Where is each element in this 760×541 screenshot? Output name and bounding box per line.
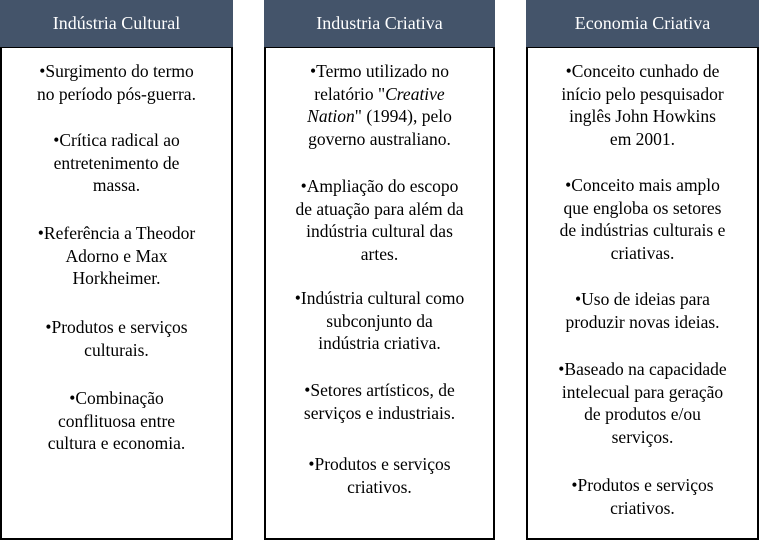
list-item: •Baseado na capacidade intelecual para geração de produtos e/ou serviços. (558, 359, 727, 447)
list-item: •Produtos e serviços criativos. (308, 454, 451, 497)
list-item: •Produtos e serviços culturais. (45, 317, 188, 360)
italic-line: relatório "Creative (314, 83, 445, 104)
column-header: Industria Criativa (264, 0, 495, 47)
column-industria-criativa (264, 0, 495, 540)
italic-line: Nation" (1994), pelo (307, 106, 452, 126)
column-economia-criativa (526, 0, 759, 540)
column-body (264, 47, 495, 540)
list-item: •Setores artísticos, de serviços e industriais. (303, 380, 456, 423)
column-header: Indústria Cultural (0, 0, 233, 47)
column-body (0, 47, 233, 540)
column-header: Economia Criativa (526, 0, 759, 47)
list-item: •Crítica radical ao entretenimento de massa. (53, 130, 180, 195)
list-item: •Produtos e serviços criativos. (571, 475, 714, 518)
list-item: •Referência a Theodor Adorno e Max Horkheimer. (37, 223, 196, 288)
list-item: •Surgimento do termo no período pós-guerra. (37, 61, 196, 104)
column-body (526, 47, 759, 540)
list-item: •Conceito cunhado de início pelo pesquisador inglês John Howkins em 2001. (561, 61, 724, 149)
list-item: •Uso de ideias para produzir novas ideias. (565, 289, 720, 332)
list-item: •Conceito mais amplo que engloba os setores de indústrias culturais e criativas. (559, 175, 726, 263)
column-industria-cultural (0, 0, 233, 540)
list-item: •Combinação conflituosa entre cultura e economia. (47, 388, 186, 453)
list-item: •Termo utilizado no relatório "Creative Nation" (1994), pelo governo australiano. (266, 60, 493, 150)
list-item: •Indústria cultural como subconjunto da indústria criativa. (294, 288, 465, 353)
list-item: •Ampliação do escopo de atuação para além da indústria cultural das artes. (295, 176, 464, 264)
